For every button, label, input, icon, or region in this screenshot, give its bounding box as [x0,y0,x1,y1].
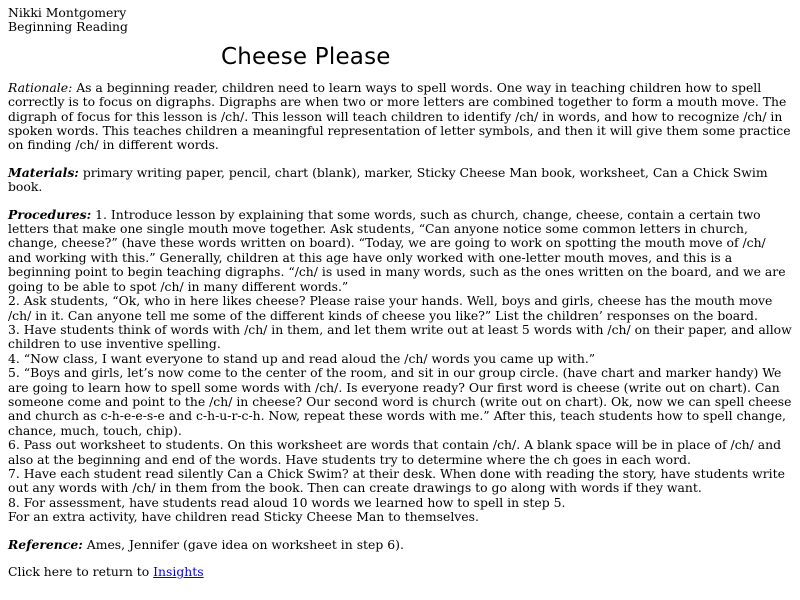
procedures-step-8: 8. For assessment, have students read aloud 10 words we learned how to spell in step 5. [8,494,566,510]
procedures-step-4: 4. “Now class, I want everyone to stand up and read aloud the /ch/ words you came up with.” [8,350,596,366]
materials-label: Materials: [8,164,79,180]
insights-link[interactable]: Insights [153,564,204,579]
reference-label: Reference: [8,536,83,552]
reference-text: Ames, Jennifer (gave idea on worksheet in step 6). [82,536,404,552]
rationale-label: Rationale: [8,79,73,95]
page-title: Cheese Please [221,43,391,70]
course-name: Beginning Reading [8,19,128,35]
procedures-step-3: 3. Have students think of words with /ch/ in them, and let them write out at least 5 words with /ch/ on their paper, and allow children to use inventive spelling. [8,321,792,352]
rationale-section [8,81,792,153]
footer-prefix: Click here to return to [8,564,154,579]
procedures-step-5: 5. “Boys and girls, let’s now come to the center of the room, and sit in our group circle. (have chart and marker handy) We are going to learn how to spell some words with /ch/. Is everyone ready? Our first word is cheese (write out on chart). Can someone come and point to the /ch/ in cheese? Our second word is church (write out on chart). Ok, now we can spell cheese and church as c-h-e-e-s-e and c-h-u-r-c-h. Now, repeat these words with me.” After this, teach students how to spell change, chance, much, touch, chip). [8,365,792,438]
procedures-step-1: 1. Introduce lesson by explaining that some words, such as church, change, cheese, contain a certain two letters that make one single mouth move together. Ask students, “Can anyone notice some common letters in church, change, cheese?” (have these words written on board). “Today, we are going to work on spotting the mouth move of /ch/ and working with this.” Generally, children at this age have only worked with one-letter mouth moves, and this is a beginning point to begin teaching digraphs. “/ch/ is used in many words, such as the ones written on the board, and we are going to be able to spot /ch/ in many different words.” [8,206,786,294]
procedures-step-2: 2. Ask students, “Ok, who in here likes cheese? Please raise your hands. Well, boys and girls, cheese has the mouth move /ch/ in it. Can anyone tell me some of the different kinds of cheese you like?” List the children’ responses on the board. [8,293,773,323]
materials-section [8,166,792,195]
author-block [8,6,792,35]
footer-return [8,565,792,579]
procedures-step-7: 7. Have each student read silently Can a Chick Swim? at their desk. When done with reading the story, have students write out any words with /ch/ in them from the book. Then can create drawings to go along with words if they want. [8,465,785,496]
procedures-extra-activity: For an extra activity, have children read Sticky Cheese Man to themselves. [8,509,479,525]
procedures-intro [8,208,792,294]
rationale-text: As a beginning reader, children need to learn ways to spell words. One way in teaching children how to spell correctly is to focus on digraphs. Digraphs are when two or more letters are combined together to form a mouth move. The digraph of focus for this lesson is /ch/. This lesson will teach children to identify /ch/ in words, and how to recognize /ch/ in spoken words. This teaches children a meaningful representation of letter symbols, and then it will give them some practice on finding /ch/ in different words. [8,79,791,153]
procedures-label: Procedures: [8,206,92,222]
procedures-step-6: 6. Pass out worksheet to students. On this worksheet are words that contain /ch/. A blank space will be in place of /ch/ and also at the beginning and end of the words. Have students try to determine where the ch goes in each word. [8,437,782,467]
materials-text: primary writing paper, pencil, chart (blank), marker, Sticky Cheese Man book, worksheet, Can a Chick Swim book. [8,164,768,195]
procedures-section [8,208,792,525]
reference-section [8,538,792,552]
author-name: Nikki Montgomery [8,5,127,20]
